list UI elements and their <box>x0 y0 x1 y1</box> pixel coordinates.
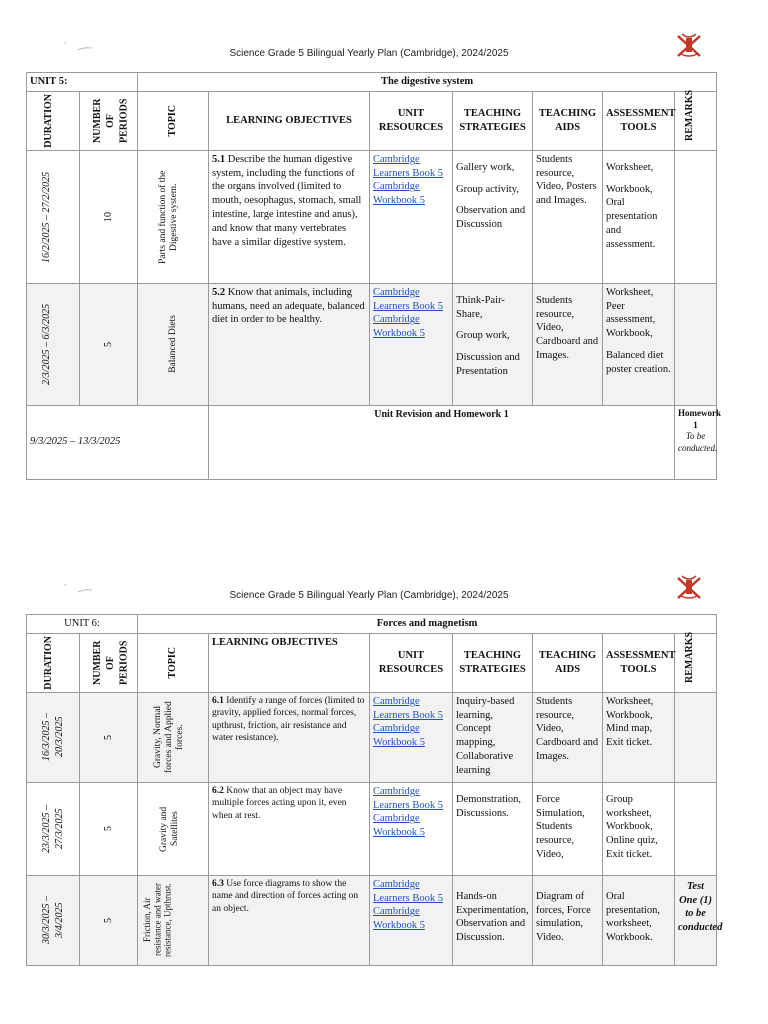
unit-title: Forces and magnetism <box>138 615 717 634</box>
workbook-link[interactable]: Cambridge Workbook 5 <box>373 906 425 932</box>
resources-cell <box>370 150 453 283</box>
page-header <box>0 582 768 612</box>
national-emblem-icon <box>672 572 706 606</box>
objective-cell <box>209 782 370 875</box>
revision-row <box>27 405 717 479</box>
strategy-item: Group activity, <box>456 183 519 195</box>
objective-number: 5.2 <box>212 286 226 298</box>
objective-text: Know that animals, including humans, need an adequate, balanced diet in order to be healthy. <box>212 286 365 326</box>
objective-number: 6.1 <box>212 695 224 706</box>
header-aids: TEACHING AIDS <box>533 634 603 693</box>
strategies-cell <box>453 150 533 283</box>
revision-duration-text: 9/3/2025 – 13/3/2025 <box>30 436 121 448</box>
assessment-cell: Group worksheet, Workbook, Online quiz, Exit ticket. <box>603 782 675 875</box>
learners-book-link[interactable]: Cambridge Learners Book 5 <box>373 153 443 179</box>
topic-cell: Parts and function of the Digestive system. <box>158 170 179 264</box>
header-objectives: LEARNING OBJECTIVES <box>209 92 370 151</box>
strategy-item: Observation and Discussion <box>456 205 526 231</box>
periods-cell: 5 <box>102 341 114 347</box>
assessment-item: Worksheet, Peer assessment, Workbook, <box>606 286 656 340</box>
remarks-cell <box>675 283 717 405</box>
objective-cell <box>209 150 370 283</box>
objective-text: Identify a range of forces (limited to gravity, applied forces, normal forces, upthrust, friction, air resistance and water resistance). <box>212 695 365 744</box>
unit-title: The digestive system <box>138 73 717 92</box>
header-resources: UNIT RESOURCES <box>370 92 453 151</box>
resources-cell <box>370 782 453 875</box>
strategies-cell: Inquiry-based learning, Concept mapping, Collaborative learning <box>453 692 533 782</box>
document-title: Science Grade 5 Bilingual Yearly Plan (Cambridge), 2024/2025 <box>229 590 509 601</box>
assessment-cell <box>603 150 675 283</box>
objective-cell <box>209 875 370 965</box>
revision-title: Unit Revision and Homework 1 <box>209 405 675 479</box>
resources-cell <box>370 283 453 405</box>
assessment-cell: Oral presentation, worksheet, Workbook. <box>603 875 675 965</box>
document-title: Science Grade 5 Bilingual Yearly Plan (Cambridge), 2024/2025 <box>229 48 509 59</box>
learners-book-link[interactable]: Cambridge Learners Book 5 <box>373 878 443 904</box>
assessment-cell <box>603 283 675 405</box>
table-row <box>27 782 717 875</box>
remarks-cell <box>675 782 717 875</box>
strategy-item: Group work, <box>456 330 510 342</box>
aids-cell: Students resource, Video, Posters and Images. <box>533 150 603 283</box>
page-header <box>0 40 768 70</box>
aids-cell: Students resource, Video, Cardboard and Images. <box>533 283 603 405</box>
table-row <box>27 692 717 782</box>
objective-text: Know that an object may have multiple forces acting upon it, even when at rest. <box>212 785 347 821</box>
header-topic: TOPIC <box>167 105 179 137</box>
workbook-link[interactable]: Cambridge Workbook 5 <box>373 314 425 340</box>
header-duration: DURATION <box>43 94 54 148</box>
periods-cell: 5 <box>102 917 114 923</box>
topic-cell: Friction, Air resistance and water resistance, Upthrust. <box>142 883 173 958</box>
aids-cell: Students resource, Video, Cardboard and Images. <box>533 692 603 782</box>
header-periods: NUMBER OF PERIODS <box>91 98 129 143</box>
duration-cell: 16/3/2025 – 20/3/2025 <box>41 713 66 762</box>
strategies-cell <box>453 283 533 405</box>
objective-cell <box>209 692 370 782</box>
header-duration: DURATION <box>43 636 54 690</box>
remarks-cell <box>675 150 717 283</box>
objective-text: Describe the human digestive system, including the functions of the organs involved (limited to mouth, oesophagus, stomach, small intestine, large intestine and anus), and know that many vertebrates have a similar digestive system. <box>212 153 362 248</box>
learners-book-link[interactable]: Cambridge Learners Book 5 <box>373 286 443 312</box>
workbook-link[interactable]: Cambridge Workbook 5 <box>373 813 425 839</box>
unit-6-table <box>26 614 723 966</box>
header-periods: NUMBER OF PERIODS <box>91 640 129 685</box>
assessment-item: Workbook, Oral presentation and assessment. <box>606 183 658 251</box>
objective-cell <box>209 283 370 405</box>
objective-number: 5.1 <box>212 153 226 165</box>
assessment-item: Balanced diet poster creation. <box>606 350 671 376</box>
conducted-remark: To be conducted. <box>678 431 718 454</box>
resources-cell <box>370 875 453 965</box>
periods-cell: 5 <box>102 826 114 832</box>
learners-book-link[interactable]: Cambridge Learners Book 5 <box>373 785 443 811</box>
topic-cell: Balanced Diets <box>167 315 178 374</box>
duration-cell: 23/3/2025 – 27/3/2025 <box>41 804 66 853</box>
header-strategies: TEACHING STRATEGIES <box>453 92 533 151</box>
remarks-cell: Test One (1) to be conducted <box>675 875 717 965</box>
strategy-item: Discussion and Presentation <box>456 352 520 378</box>
assessment-cell: Worksheet, Workbook, Mind map, Exit ticket. <box>603 692 675 782</box>
unit-5-table <box>26 72 721 480</box>
periods-cell: 5 <box>102 734 114 740</box>
objective-number: 6.3 <box>212 878 224 889</box>
header-remarks: REMARKS <box>683 631 695 683</box>
strategies-cell: Hands-on Experimentation, Observation and Discussion. <box>453 875 533 965</box>
unit-label: UNIT 5: <box>27 73 138 92</box>
remarks-cell <box>675 692 717 782</box>
table-row <box>27 283 717 405</box>
header-remarks: REMARKS <box>683 89 695 141</box>
national-emblem-icon <box>672 30 706 64</box>
header-assessment: ASSESSMENT TOOLS <box>603 92 675 151</box>
periods-cell: 10 <box>102 211 114 222</box>
table-row <box>27 875 717 965</box>
objective-text: Use force diagrams to show the name and direction of forces acting on an object. <box>212 878 359 914</box>
revision-remarks <box>675 405 721 479</box>
table-row <box>27 150 717 283</box>
learners-book-link[interactable]: Cambridge Learners Book 5 <box>373 695 443 721</box>
header-assessment: ASSESSMENT TOOLS <box>603 634 675 693</box>
column-header-row <box>27 634 717 693</box>
strategy-item: Gallery work, <box>456 161 515 173</box>
duration-cell: 2/3/2025 – 6/3/2025 <box>41 303 52 385</box>
homework-remark: Homework 1 <box>678 407 721 430</box>
unit-label: UNIT 6: <box>27 615 138 634</box>
workbook-link[interactable]: Cambridge Workbook 5 <box>373 181 425 207</box>
header-objectives: LEARNING OBJECTIVES <box>209 634 370 693</box>
assessment-item: Worksheet, <box>606 161 654 173</box>
duration-cell: 30/3/2025 – 3/4/2025 <box>41 896 66 945</box>
workbook-link[interactable]: Cambridge Workbook 5 <box>373 723 425 749</box>
column-header-row <box>27 92 717 151</box>
resources-cell <box>370 692 453 782</box>
header-resources: UNIT RESOURCES <box>370 634 453 693</box>
aids-cell: Force Simulation, Students resource, Video, <box>533 782 603 875</box>
header-aids: TEACHING AIDS <box>533 92 603 151</box>
topic-cell: Gravity, Normal forces and Applied forces. <box>153 701 185 774</box>
duration-cell: 16/2/2025 – 27/2/2025 <box>41 171 52 263</box>
header-topic: TOPIC <box>167 647 179 679</box>
objective-number: 6.2 <box>212 785 224 796</box>
strategies-cell: Demonstration, Discussions. <box>453 782 533 875</box>
strategy-item: Think-Pair-Share, <box>456 294 505 320</box>
revision-duration <box>27 405 209 479</box>
aids-cell: Diagram of forces, Force simulation, Video. <box>533 875 603 965</box>
topic-cell: Gravity and Satellites <box>159 806 180 852</box>
header-strategies: TEACHING STRATEGIES <box>453 634 533 693</box>
